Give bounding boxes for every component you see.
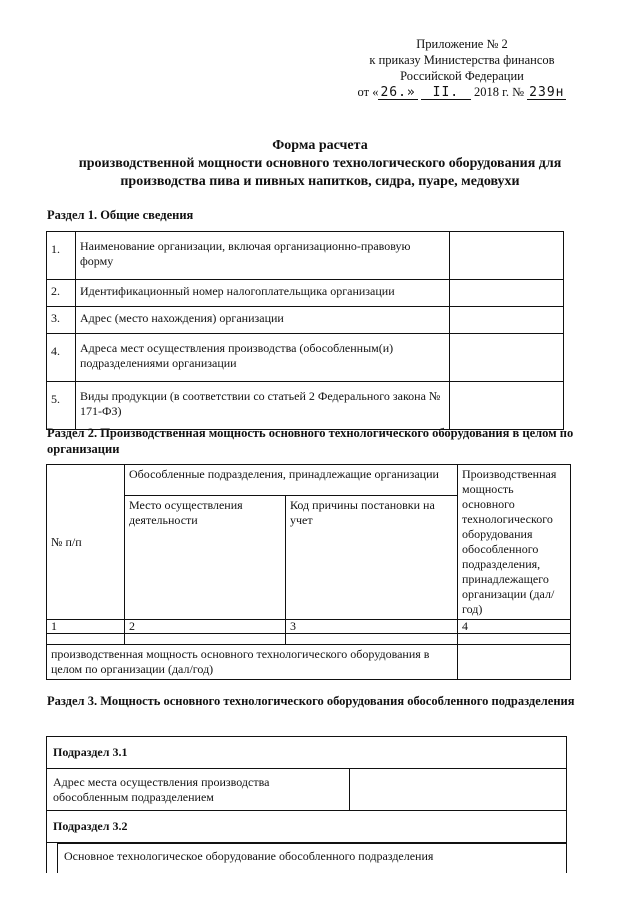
col-header-place: Место осуществления деятельности [125,496,286,620]
table-header-row [47,465,571,496]
col-header-kpp: Код причины постановки на учет [286,496,458,620]
row-label-inn: Идентификационный номер налогоплательщика организации [76,280,450,307]
order-number: 239н [529,85,565,100]
table-row [47,769,567,811]
date-prefix: от « [357,85,379,99]
section-3-heading: Раздел 3. Мощность основного технологического оборудования обособленного подразделения [47,694,575,708]
column-number: 4 [458,620,571,634]
inn-field[interactable] [450,280,564,307]
table-row [47,382,564,430]
appendix-line-1: Приложение № 2 [416,37,508,51]
row-label-production-addresses: Адреса мест осуществления производства (обособленным(и) подразделениями организации [76,334,450,382]
row-number: 2. [47,280,76,307]
table-row [47,232,564,280]
row-number: 1. [47,232,76,280]
total-label: производственная мощность основного технологического оборудования в целом по организации (дал/год) [47,645,458,680]
section-1-heading: Раздел 1. Общие сведения [47,208,194,222]
column-number: 1 [47,620,125,634]
subdivision-address-field[interactable] [350,769,567,811]
column-numbers-row [47,620,571,634]
address-label: Адрес места осуществления производства обособленным подразделением [47,769,350,811]
total-value-field[interactable] [458,645,571,680]
row-number: 4. [47,334,76,382]
form-title [40,137,600,191]
date-month: II. [421,86,471,100]
entry-cell[interactable] [125,634,286,645]
row-number: 3. [47,307,76,334]
table-row [47,334,564,382]
table-row [47,737,567,769]
appendix-line-3: Российской Федерации [400,69,524,83]
table-row [47,811,567,843]
row-label-product-types: Виды продукции (в соответствии со статьей 2 Федерального закона № 171-ФЗ) [76,382,450,430]
entry-cell[interactable] [47,634,125,645]
date-year: 2018 г. № [474,85,525,99]
production-addresses-field[interactable] [450,334,564,382]
entry-cell[interactable] [286,634,458,645]
appendix-line-2: к приказу Министерства финансов [369,53,555,67]
address-field[interactable] [450,307,564,334]
row-label-address: Адрес (место нахождения) организации [76,307,450,334]
order-date-line [352,84,572,100]
subdivision-table [46,736,567,873]
row-number: 5. [47,382,76,430]
subsection-3-1-heading: Подраздел 3.1 [47,737,567,769]
general-info-table [46,231,564,430]
form-title-line-1: Форма расчета [272,138,368,153]
appendix-header [352,36,572,100]
entry-cell[interactable] [458,634,571,645]
table-row [47,843,567,874]
table-row [47,307,564,334]
form-title-line-2: производственной мощности основного технологического оборудования для [78,156,562,171]
row-label-org-name: Наименование организации, включая организационно-правовую форму [76,232,450,280]
form-title-line-3: производства пива и пивных напитков, сидра, пуаре, медовухи [120,174,520,189]
product-types-field[interactable] [450,382,564,430]
column-number: 2 [125,620,286,634]
capacity-table [46,464,571,680]
table-row [47,280,564,307]
equipment-label: Основное технологическое оборудование обособленного подразделения [57,843,567,873]
date-day: 26.» [380,85,416,100]
section-2-heading: Раздел 2. Производственная мощность основного технологического оборудования в целом по организации [47,426,574,456]
org-name-field[interactable] [450,232,564,280]
table-row [47,634,571,645]
col-header-capacity: Производственная мощность основного технологического оборудования обособленного подразделения, принадлежащего организации (дал/год) [458,465,571,620]
total-row [47,645,571,680]
col-header-number: № п/п [47,465,125,620]
equipment-container [47,843,567,874]
col-header-subdivisions: Обособленные подразделения, принадлежащие организации [125,465,458,496]
column-number: 3 [286,620,458,634]
subsection-3-2-heading: Подраздел 3.2 [47,811,567,843]
